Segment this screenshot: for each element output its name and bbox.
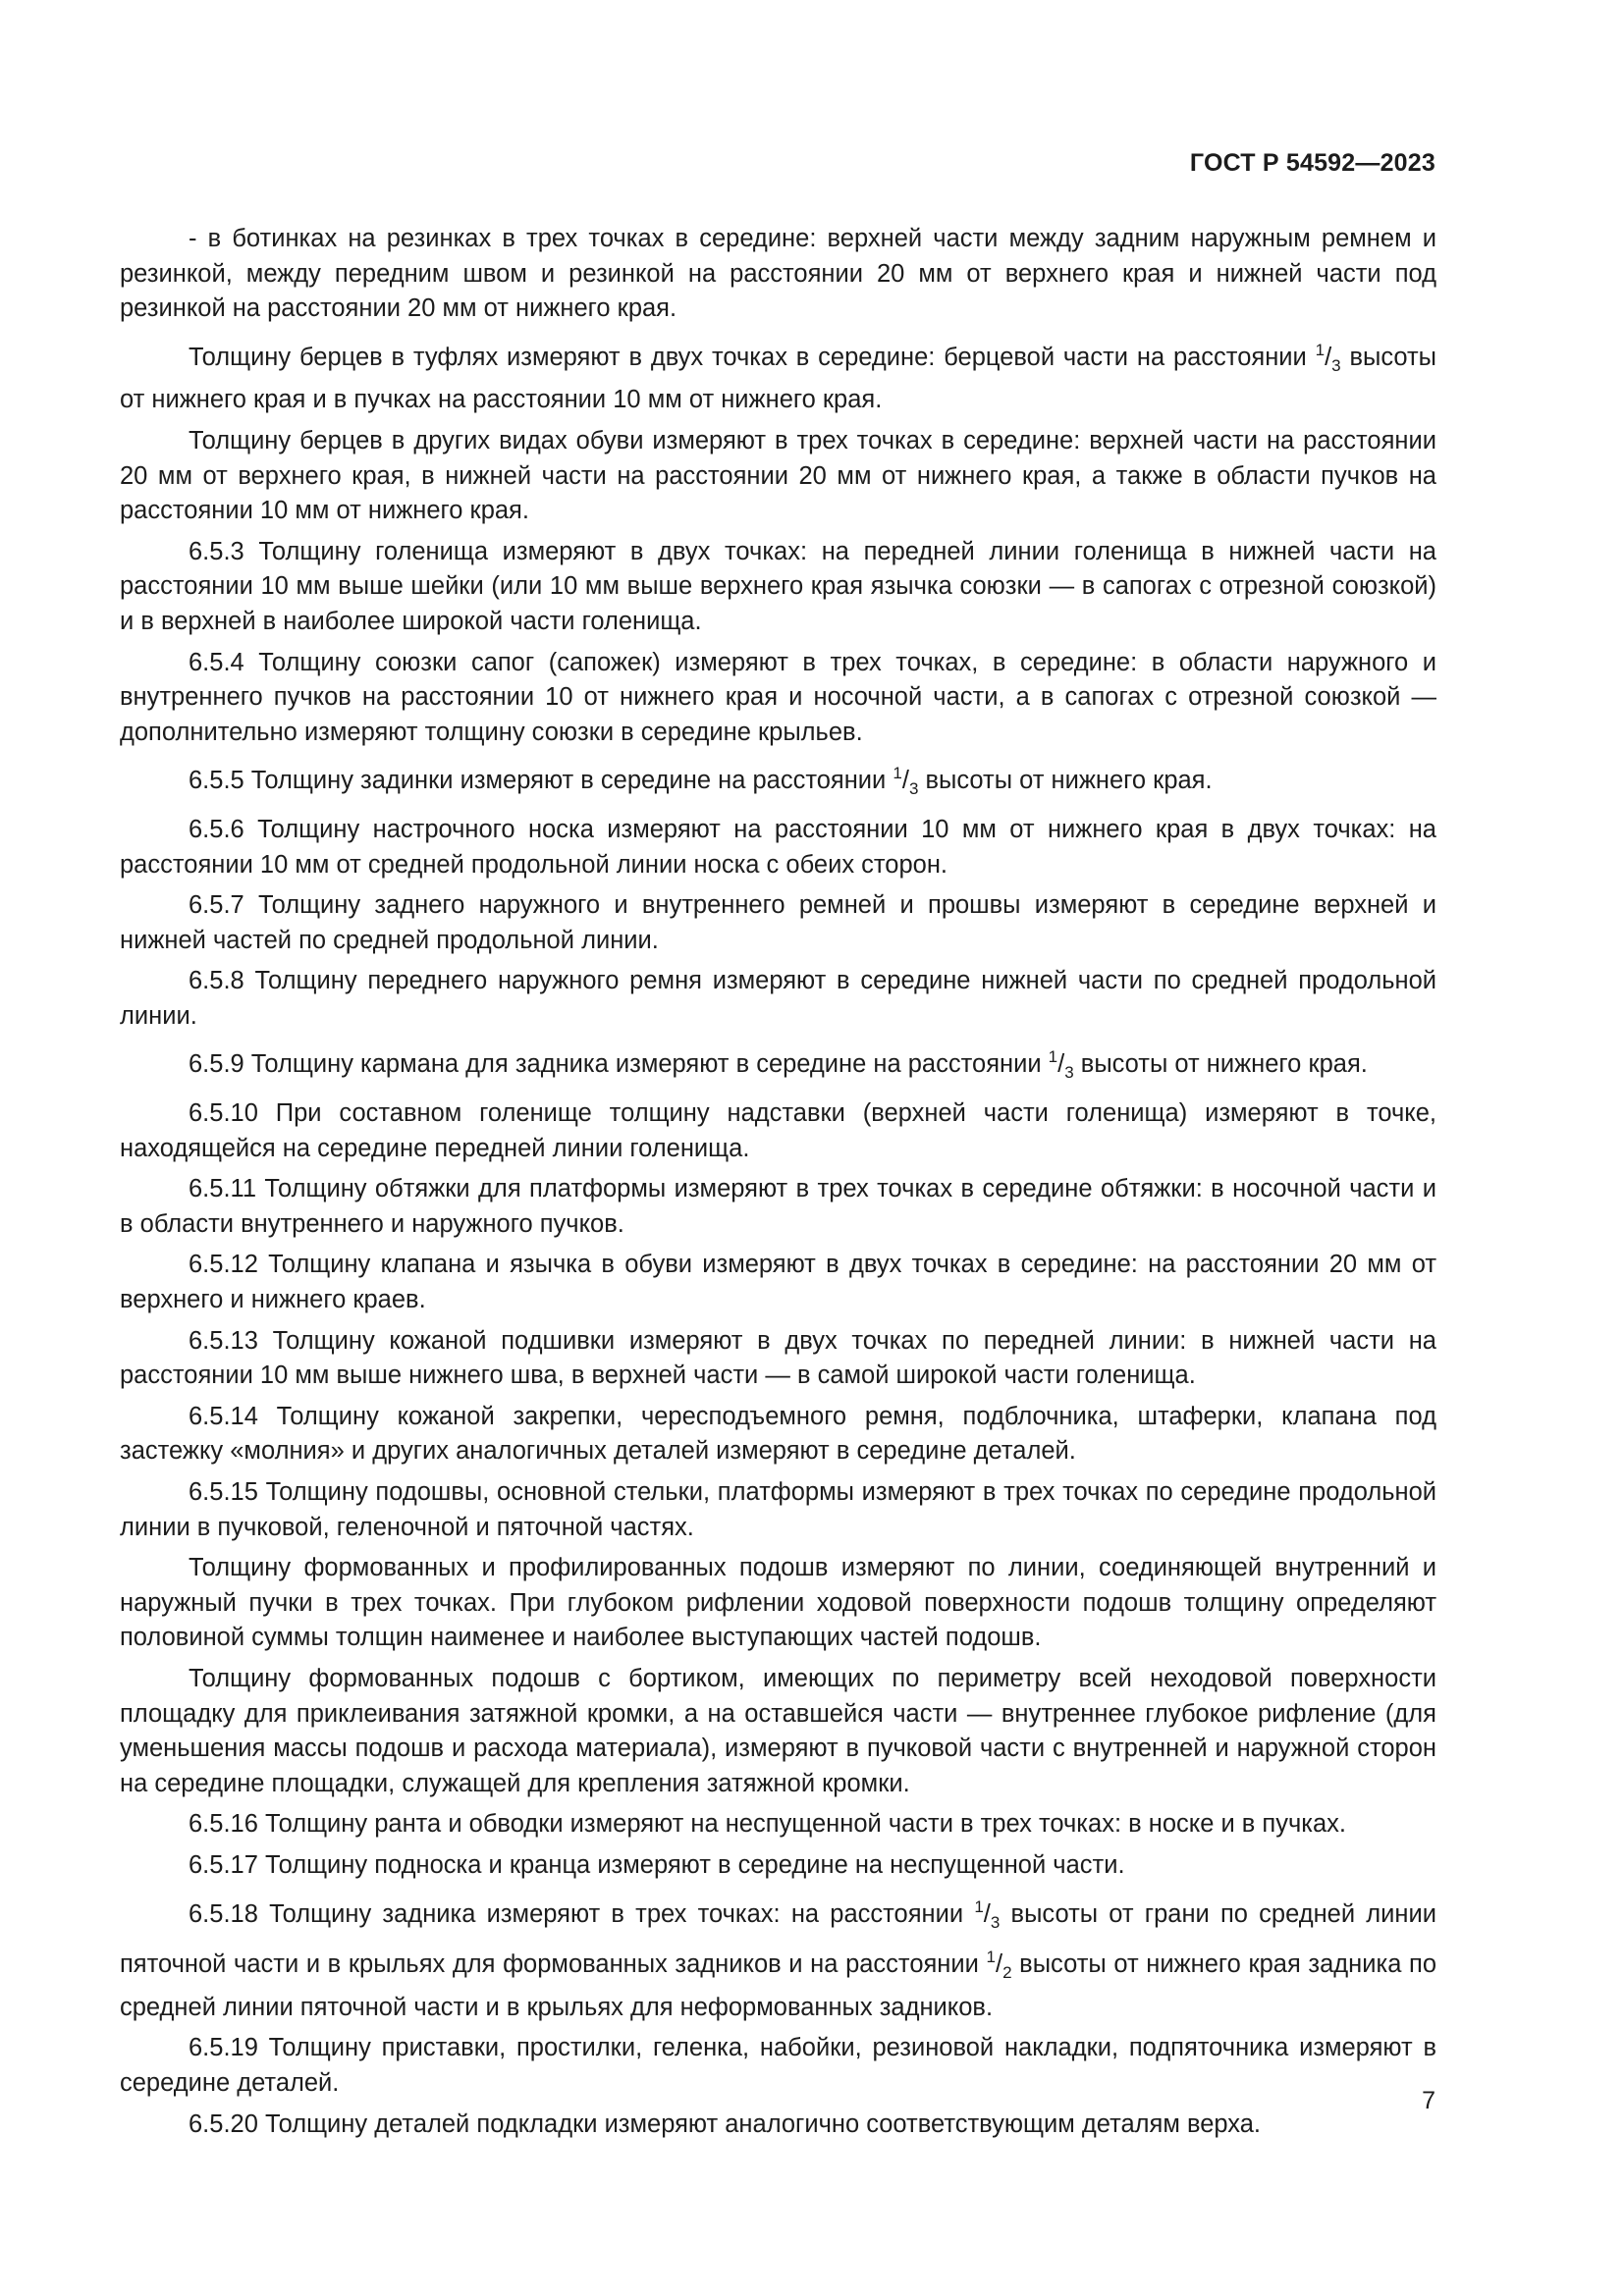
document-id-header: ГОСТ Р 54592—2023 <box>1189 149 1435 177</box>
paragraph-text: Толщину берцев в туфлях измеряют в двух точках в середине: берцевой части на расстоянии <box>189 343 1316 371</box>
paragraph-6-5-13: 6.5.13 Толщину кожаной подшивки измеряют в двух точках по передней линии: в нижней части на расстоянии 10 мм выше нижнего шва, в верхней части — в самой широкой части голенища. <box>120 1326 1436 1390</box>
paragraph-boots-elastic: - в ботинках на резинках в трех точках в середине: верхней части между задним наружным ремнем и резинкой, между передним швом и резинкой на расстоянии 20 мм от верхнего края и нижней части под резинкой на расстоянии 20 мм от нижнего края. <box>120 225 1436 323</box>
fraction: $^1/_3$ <box>1048 1047 1074 1083</box>
paragraph-text: 6.5.9 Толщину кармана для задника измеряют в середине на расстоянии <box>189 1050 1049 1079</box>
fraction-denominator: 3 <box>908 779 919 799</box>
paragraph-6-5-11: 6.5.11 Толщину обтяжки для платформы измеряют в трех точках в середине обтяжки: в носочной части и в области внутреннего и наружного пучков. <box>120 1175 1436 1238</box>
fraction-numerator: 1 <box>986 1948 996 1967</box>
paragraph-6-5-20: 6.5.20 Толщину деталей подкладки измеряют аналогично соответствующим деталям верха. <box>189 2109 1262 2138</box>
paragraph-text: высоты от нижнего края. <box>1073 1050 1368 1079</box>
fraction: $^1/_3$ <box>974 1896 1001 1932</box>
fraction: $^1/_3$ <box>893 764 919 799</box>
fraction-numerator: 1 <box>893 764 902 783</box>
body-text <box>120 222 1436 2148</box>
paragraph-quarters-shoes <box>120 333 1436 418</box>
paragraph-6-5-4: 6.5.4 Толщину союзки сапог (сапожек) измеряют в трех точках, в середине: в области наружного и внутреннего пучков на расстоянии 10 от нижнего края и носочной части, а в сапогах с отрезной союзкой — дополнительно измеряют толщину союзки в середине крыльев. <box>120 648 1436 746</box>
fraction-denominator: 3 <box>1064 1063 1074 1083</box>
paragraph-text: 6.5.18 Толщину задника измеряют в трех точках: на расстоянии <box>189 1899 975 1928</box>
paragraph-6-5-5 <box>120 756 1436 807</box>
fraction-denominator: 3 <box>990 1912 1001 1932</box>
paragraph-molded-soles-rim: Толщину формованных подошв с бортиком, имеющих по периметру всей неходовой поверхности площадку для приклеивания затяжной кромки, а на оставшейся части — внутреннее глубокое рифление (для уменьшения массы подошв и расхода материала), измеряют в пучковой части с внутренней и наружной сторон на середине площадки, служащей для крепления затяжной кромки. <box>120 1664 1436 1797</box>
fraction-numerator: 1 <box>974 1896 984 1916</box>
paragraph-6-5-9 <box>120 1040 1436 1091</box>
paragraph-text: 6.5.5 Толщину задинки измеряют в середине на расстоянии <box>189 767 893 795</box>
fraction: $^1/_3$ <box>1315 340 1341 375</box>
paragraph-text: высоты от нижнего края задника по средней линии пяточной части и в крыльях для неформованных задников. <box>120 1950 1437 2021</box>
paragraph-6-5-17: 6.5.17 Толщину подноска и кранца измеряют в середине на неспущенной части. <box>189 1850 1125 1879</box>
paragraph-text: высоты от нижнего края. <box>918 767 1213 795</box>
fraction: $^1/_2$ <box>986 1948 1012 1983</box>
fraction-numerator: 1 <box>1315 340 1326 359</box>
paragraph-text: высоты от грани по средней линии пяточной части и в крыльях для формованных задников и на расстоянии <box>120 1899 1436 1979</box>
fraction-numerator: 1 <box>1048 1047 1058 1067</box>
paragraph-molded-soles: Толщину формованных и профилированных подошв измеряют по линии, соединяющей внутренний и наружный пучки в трех точках. При глубоком рифлении ходовой поверхности подошв толщину определяют половиной суммы толщин наименее и наиболее выступающих частей подошв. <box>120 1554 1436 1652</box>
paragraph-text: высоты от нижнего края и в пучках на расстоянии 10 мм от нижнего края. <box>120 343 1436 414</box>
paragraph-6-5-15: 6.5.15 Толщину подошвы, основной стельки, платформы измеряют в трех точках по середине продольной линии в пучковой, геленочной и пяточной частях. <box>120 1478 1436 1541</box>
paragraph-6-5-8: 6.5.8 Толщину переднего наружного ремня измеряют в середине нижней части по средней продольной линии. <box>120 967 1436 1030</box>
paragraph-6-5-18 <box>120 1890 1436 2026</box>
paragraph-6-5-3: 6.5.3 Толщину голенища измеряют в двух точках: на передней линии голенища в нижней части на расстоянии 10 мм выше шейки (или 10 мм выше верхнего края язычка союзки — в сапогах с отрезной союзкой) и в верхней в наиболее широкой части голенища. <box>120 537 1436 635</box>
paragraph-6-5-12: 6.5.12 Толщину клапана и язычка в обуви измеряют в двух точках в середине: на расстоянии 20 мм от верхнего и нижнего краев. <box>120 1251 1436 1314</box>
paragraph-quarters-other: Толщину берцев в других видах обуви измеряют в трех точках в середине: верхней части на расстоянии 20 мм от верхнего края, в нижней части на расстоянии 20 мм от нижнего края, а также в области пучков на расстоянии 10 мм от нижнего края. <box>120 426 1436 525</box>
paragraph-6-5-7: 6.5.7 Толщину заднего наружного и внутреннего ремней и прошвы измеряют в середине верхней и нижней частей по средней продольной линии. <box>120 891 1436 954</box>
paragraph-6-5-10: 6.5.10 При составном голенище толщину надставки (верхней части голенища) измеряют в точке, находящейся на середине передней линии голенища. <box>120 1099 1436 1162</box>
fraction-denominator: 3 <box>1331 355 1341 375</box>
paragraph-6-5-6: 6.5.6 Толщину настрочного носка измеряют на расстоянии 10 мм от нижнего края в двух точках: на расстоянии 10 мм от средней продольной линии носка с обеих сторон. <box>120 815 1436 879</box>
paragraph-6-5-16: 6.5.16 Толщину ранта и обводки измеряют на неспущенной части в трех точках: в носке и в пучках. <box>189 1810 1347 1839</box>
paragraph-6-5-19: 6.5.19 Толщину приставки, простилки, геленка, набойки, резиновой накладки, подпяточника измеряют в середине деталей. <box>120 2034 1436 2097</box>
paragraph-6-5-14: 6.5.14 Толщину кожаной закрепки, чересподъемного ремня, подблочника, штаферки, клапана под застежку «молния» и других аналогичных деталей измеряют в середине деталей. <box>120 1402 1436 1466</box>
fraction-denominator: 2 <box>1002 1963 1012 1983</box>
page-number: 7 <box>1422 2087 1435 2114</box>
